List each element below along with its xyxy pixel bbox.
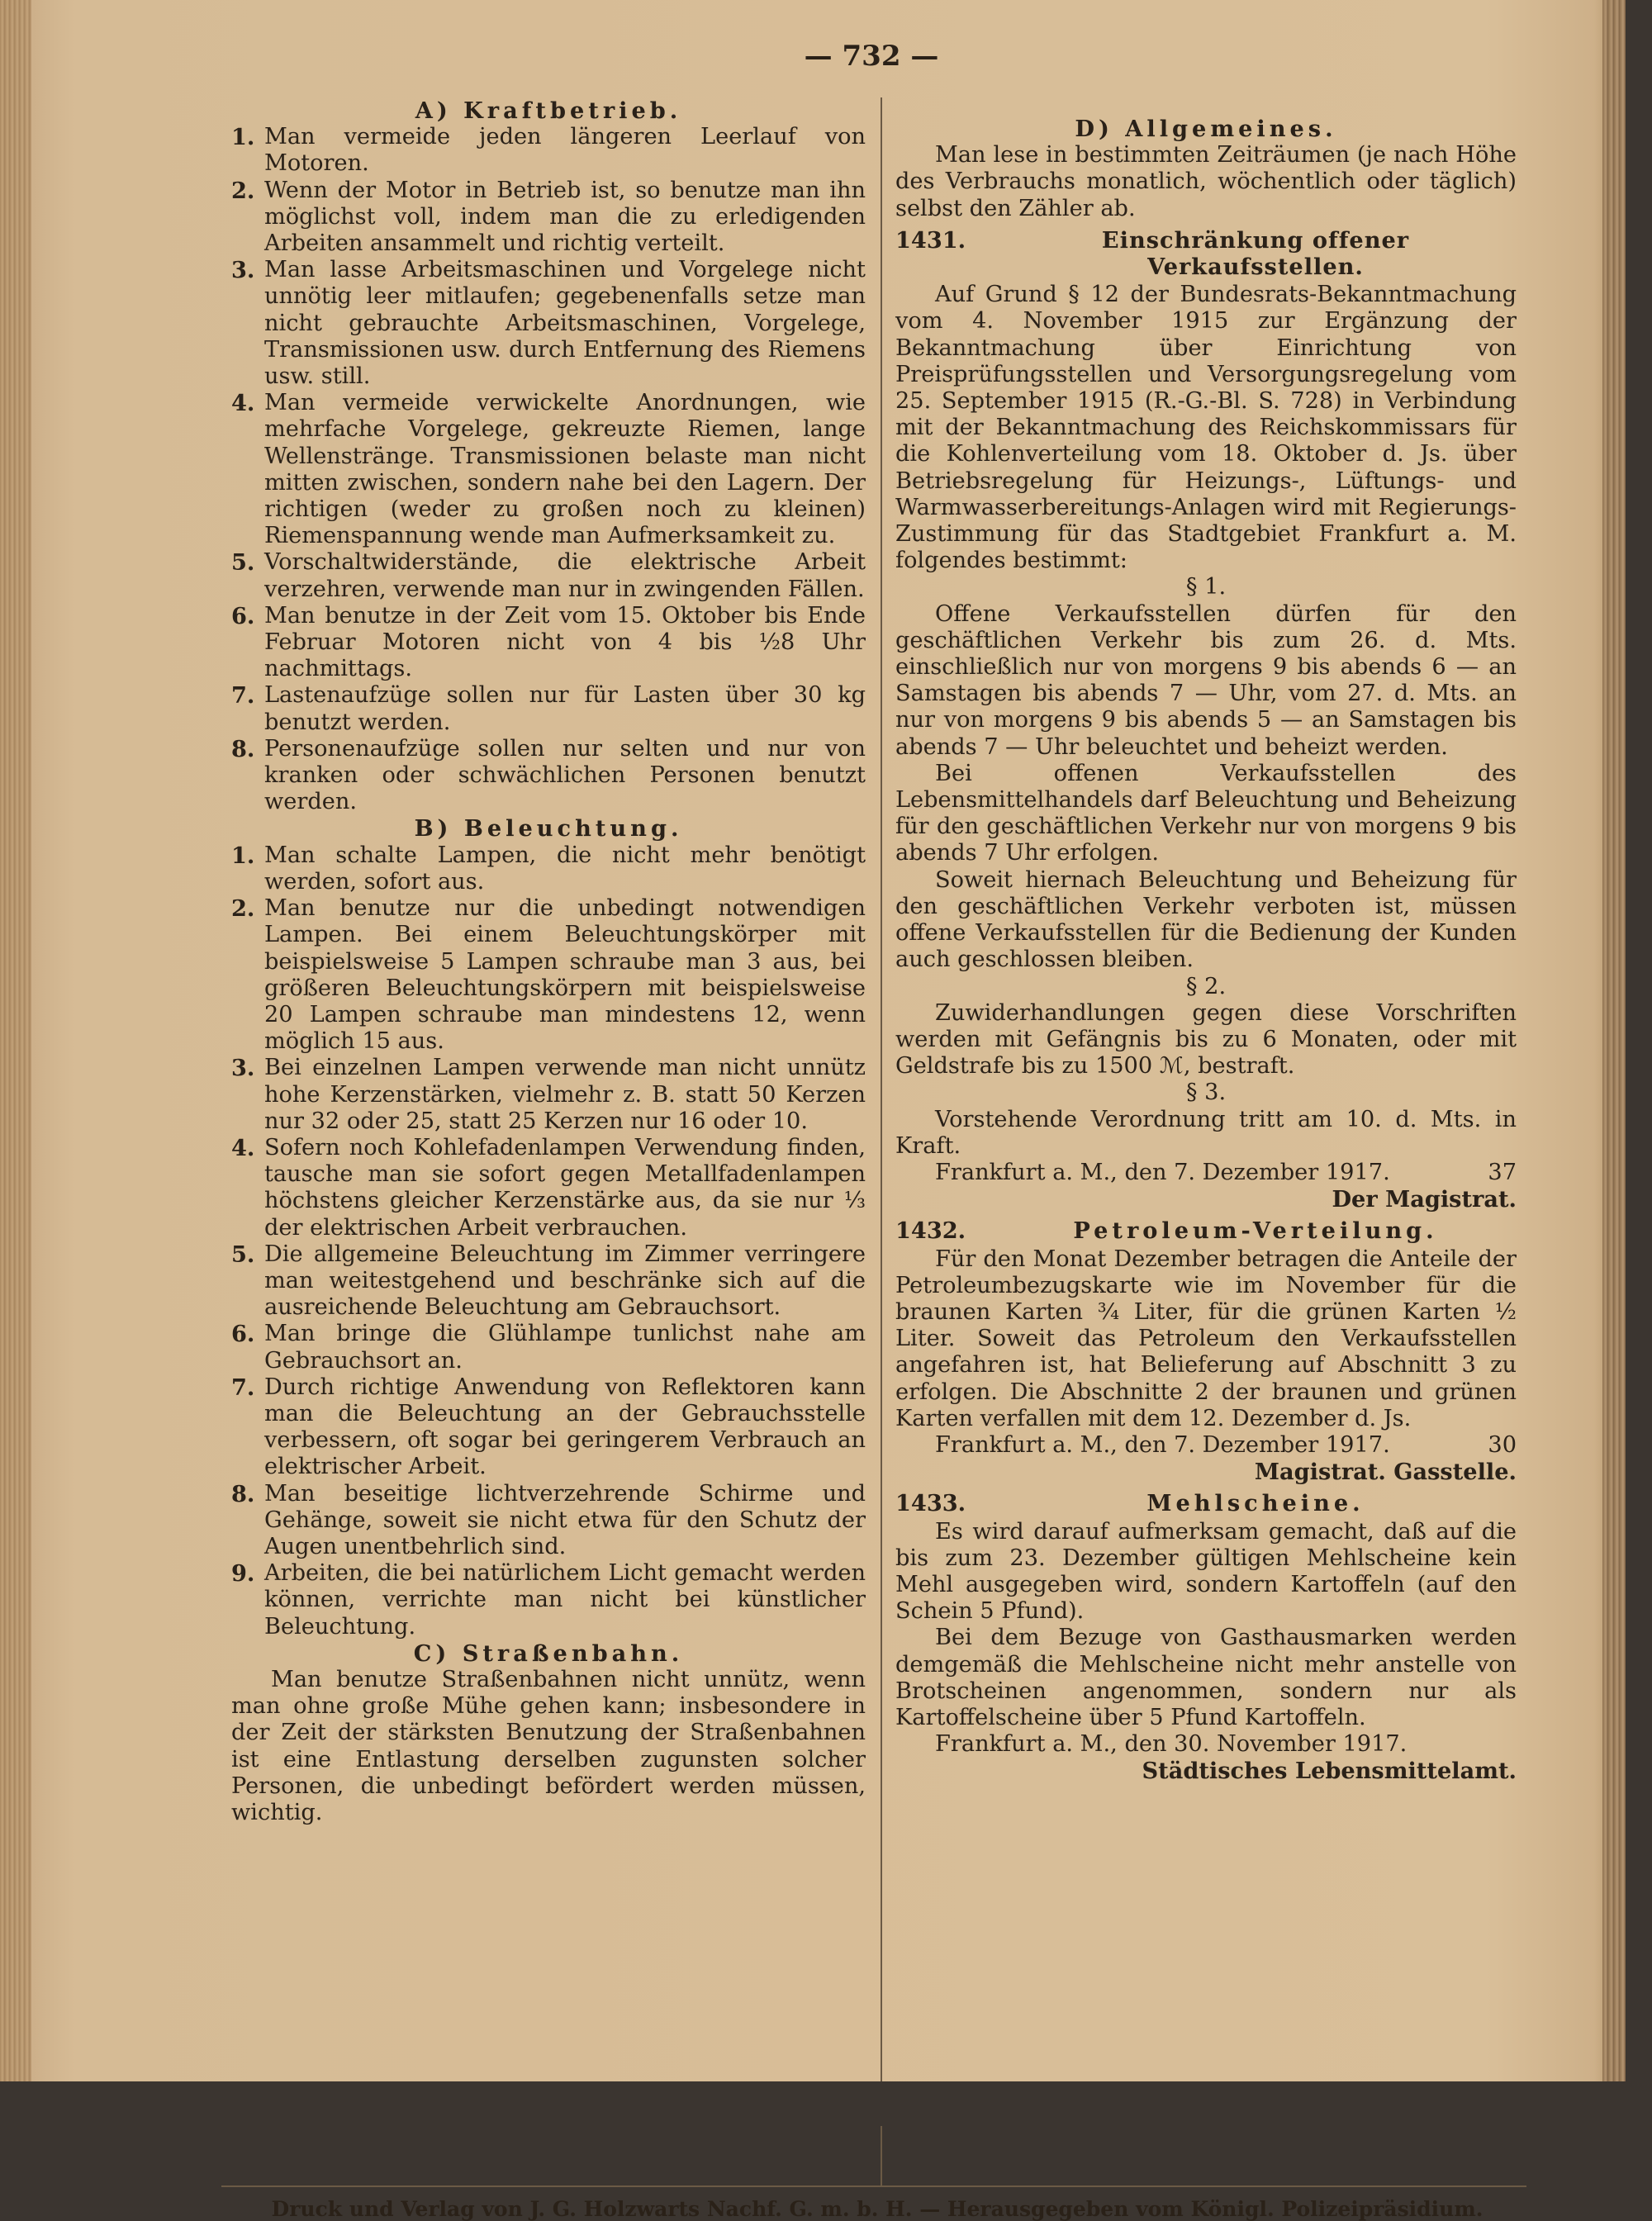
list-item <box>231 1055 866 1135</box>
item-text: Man vermeide verwickelte Anordnungen, wie mehrfache Vorgelege, gekreuzte Riemen, lange Wellenstränge. Transmissionen belaste man nicht mitten zwischen, sondern nahe bei den Lagern. Der richtigen (weder zu großen noch zu kleinen) Riemenspannung wende man Aufmerksamkeit zu. <box>264 390 866 549</box>
item-number: 4. <box>231 1134 255 1161</box>
paragraph: Bei dem Bezuge von Gasthausmarken werden demgemäß die Mehlscheine nicht mehr anstelle von Brotscheinen angenommen, sondern nur als Kartoffelscheine über 5 Pfund Kartoffeln. <box>895 1625 1517 1730</box>
notice-number: 1432. <box>895 1217 966 1245</box>
paragraph-number: § 3. <box>1185 1080 1227 1106</box>
notice-header <box>895 227 1517 280</box>
list-item <box>231 124 866 177</box>
notice-code: 37 <box>1488 1159 1517 1185</box>
list-item <box>231 736 866 816</box>
item-text: Wenn der Motor in Betrieb ist, so benutze man ihn möglichst voll, indem man die zu erledigenden Arbeiten ansammelt und richtig verteilt. <box>264 177 866 257</box>
place-date: Frankfurt a. M., den 30. November 1917. <box>935 1731 1408 1758</box>
paragraph: Man benutze Straßenbahnen nicht unnütz, wenn man ohne große Mühe gehen kann; insbesondere in der Zeit der stärksten Benutzung der Straßenbahnen ist eine Entlastung derselben zugunsten solcher Personen, die unbedingt befördert werden müssen, wichtig. <box>231 1666 866 1825</box>
paragraph-number: § 1. <box>1185 574 1227 600</box>
place-date: Frankfurt a. M., den 7. Dezember 1917. <box>935 1431 1390 1458</box>
section-b-list <box>231 842 866 1640</box>
paragraph: Es wird darauf aufmerksam gemacht, daß auf die bis zum 23. Dezember gültigen Mehlscheine kein Mehl ausgegeben wird, sondern Kartoffeln (auf den Schein 5 Pfund). <box>895 1518 1517 1625</box>
list-item <box>231 1241 866 1322</box>
list-item <box>231 257 866 390</box>
item-text: Man lasse Arbeitsmaschinen und Vorgelege nicht unnötig leer mitlaufen; gegebenenfalls setze man nicht gebrauchte Arbeitsmaschinen, Vorgelege, Transmissionen usw. durch Entfernung des Riemens usw. still. <box>264 257 866 390</box>
list-item <box>231 1560 866 1640</box>
paragraph: Soweit hiernach Beleuchtung und Beheizung für den geschäftlichen Verkehr verboten ist, müssen offene Verkaufsstellen für die Bedienung der Kunden auch geschlossen bleiben. <box>895 866 1517 973</box>
item-number: 2. <box>231 177 255 204</box>
list-item <box>231 178 866 258</box>
section-heading: D) Allgemeines. <box>1075 116 1337 142</box>
item-number: 2. <box>231 895 255 923</box>
item-text: Man schalte Lampen, die nicht mehr benötigt werden, sofort aus. <box>264 842 866 895</box>
imprint-footer: Druck und Verlag von J. G. Holzwarts Nachf. G. m. b. H. — Herausgegeben vom Königl. Polizeipräsidium. <box>271 2197 1483 2221</box>
scan-background <box>0 2081 1652 2126</box>
page-number: — 732 — <box>804 40 939 73</box>
list-item <box>231 549 866 602</box>
item-text: Man bringe die Glühlampe tunlichst nahe am Gebrauchsort an. <box>264 1321 866 1374</box>
notice-header <box>895 1490 1517 1516</box>
signature: Städtisches Lebensmittelamt. <box>1142 1758 1517 1785</box>
place-date: Frankfurt a. M., den 7. Dezember 1917. <box>935 1159 1390 1185</box>
left-column <box>231 97 866 1826</box>
section-heading: A) Kraftbetrieb. <box>415 97 682 124</box>
item-number: 9. <box>231 1560 255 1587</box>
paragraph: Vorstehende Verordnung tritt am 10. d. Mts. in Kraft. <box>895 1106 1517 1159</box>
item-text: Man benutze nur die unbedingt notwendigen Lampen. Bei einem Beleuchtungskörper mit beispielsweise 5 Lampen schraube man 3 aus, bei größeren Beleuchtungskörpern mit beispielsweise 20 Lampen schraube man mindestens 12, wenn möglich 15 aus. <box>264 895 866 1055</box>
item-text: Man vermeide jeden längeren Leerlauf von Motoren. <box>264 124 866 177</box>
notice-title: Mehlscheine. <box>1146 1490 1365 1517</box>
list-item <box>231 682 866 735</box>
place-date-line <box>895 1432 1517 1459</box>
notice-code: 30 <box>1488 1431 1517 1458</box>
notice-header <box>895 1217 1517 1244</box>
item-text: Sofern noch Kohlefadenlampen Verwendung finden, tausche man sie sofort gegen Metallfadenlampen höchstens gleicher Kerzenstärke aus, da sie nur ⅓ der elektrischen Arbeit verbrauchen. <box>264 1134 866 1241</box>
paragraph-number: § 2. <box>1185 973 1227 999</box>
paragraph: Bei offenen Verkaufsstellen des Lebensmittelhandels darf Beleuchtung und Beheizung für den geschäftlichen Verkehr nur von morgens 9 bis abends 7 Uhr erfolgen. <box>895 760 1517 866</box>
item-text: Durch richtige Anwendung von Reflektoren kann man die Beleuchtung an der Gebrauchsstelle verbessern, oft sogar bei geringerem Verbrauch an elektrischer Arbeit. <box>264 1374 866 1480</box>
page-edge-left <box>0 0 31 2126</box>
paragraph: Offene Verkaufsstellen dürfen für den geschäftlichen Verkehr bis zum 26. d. Mts. einschließlich nur von morgens 9 bis abends 6 — an Samstagen bis abends 7 — Uhr, vom 27. d. Mts. an nur von morgens 9 bis abends 5 — an Samstagen bis abends 7 — Uhr beleuchtet und beheizt werden. <box>895 600 1517 760</box>
item-number: 5. <box>231 1241 255 1268</box>
notice-number: 1431. <box>895 226 966 254</box>
item-text: Die allgemeine Beleuchtung im Zimmer verringere man weitestgehend und beschränke sich auf die ausreichende Beleuchtung am Gebrauchsort. <box>264 1241 866 1321</box>
notice-title: Einschränkung offener Verkaufsstellen. <box>1101 226 1410 281</box>
place-date-line <box>895 1160 1517 1186</box>
item-number: 7. <box>231 682 255 709</box>
footer-rule <box>221 2185 1526 2187</box>
item-number: 7. <box>231 1374 255 1401</box>
item-text: Arbeiten, die bei natürlichem Licht gemacht werden können, verrichte man nicht bei künstlicher Beleuchtung. <box>264 1560 866 1640</box>
paragraph: Man lese in bestimmten Zeiträumen (je nach Höhe des Verbrauchs monatlich, wöchentlich oder täglich) selbst den Zähler ab. <box>895 142 1517 221</box>
section-heading: B) Beleuchtung. <box>414 815 683 842</box>
item-number: 8. <box>231 1480 255 1507</box>
item-text: Lastenaufzüge sollen nur für Lasten über 30 kg benutzt werden. <box>264 682 866 735</box>
item-text: Man beseitige lichtverzehrende Schirme und Gehänge, soweit sie nicht etwa für den Schutz der Augen unentbehrlich sind. <box>264 1480 866 1559</box>
item-number: 1. <box>231 842 255 869</box>
item-text: Man benutze in der Zeit vom 15. Oktober bis Ende Februar Motoren nicht von 4 bis ½8 Uhr nachmittags. <box>264 602 866 682</box>
notice-number: 1433. <box>895 1490 966 1517</box>
signature: Magistrat. Gasstelle. <box>1254 1459 1517 1486</box>
list-item <box>231 1321 866 1374</box>
item-text: Vorschaltwiderstände, die elektrische Arbeit verzehren, verwende man nur in zwingenden Fällen. <box>264 549 866 602</box>
item-number: 3. <box>231 257 255 284</box>
item-number: 8. <box>231 735 255 762</box>
paragraph: Zuwiderhandlungen gegen diese Vorschriften werden mit Gefängnis bis zu 6 Monaten, oder mit Geldstrafe bis zu 1500 ℳ, bestraft. <box>895 999 1517 1080</box>
list-item <box>231 603 866 683</box>
item-number: 4. <box>231 390 255 417</box>
section-a-list <box>231 124 866 815</box>
list-item <box>231 1374 866 1481</box>
signature: Der Magistrat. <box>1332 1186 1517 1213</box>
item-number: 6. <box>231 1321 255 1348</box>
right-column <box>895 116 1517 1785</box>
list-item <box>231 1135 866 1241</box>
paragraph: Für den Monat Dezember betragen die Anteile der Petroleumbezugskarte wie im November für die braunen Karten ¾ Liter, für die grünen Karten ½ Liter. Soweit das Petroleum den Verkaufsstellen angefahren ist, hat Belieferung auf Abschnitt 3 zu erfolgen. Die Abschnitte 2 der braunen und grünen Karten verfallen mit dem 12. Dezember d. Js. <box>895 1246 1517 1431</box>
item-number: 5. <box>231 549 255 577</box>
notice-title: Petroleum-Verteilung. <box>1073 1217 1438 1245</box>
item-text: Personenaufzüge sollen nur selten und nur von kranken oder schwächlichen Personen benutzt werden. <box>264 735 866 815</box>
list-item <box>231 895 866 1055</box>
paragraph: Auf Grund § 12 der Bundesrats-Bekanntmachung vom 4. November 1915 zur Ergänzung der Bekanntmachung über Einrichtung von Preisprüfungsstellen und Versorgungsregelung vom 25. September 1915 (R.-G.-Bl. S. 728) in Verbindung mit der Bekanntmachung des Reichskommissars für die Kohlenverteilung vom 18. Oktober d. Js. über Betriebsregelung für Heizungs-, Lüftungs- und Warmwasserbereitungs-Anlagen wird mit Regierungs-Zustimmung für das Stadtgebiet Frankfurt a. M. folgendes bestimmt: <box>895 282 1517 574</box>
item-number: 3. <box>231 1055 255 1082</box>
column-divider <box>881 97 882 2187</box>
item-text: Bei einzelnen Lampen verwende man nicht unnütz hohe Kerzenstärken, vielmehr z. B. statt 50 Kerzen nur 32 oder 25, statt 25 Kerzen nur 16 oder 10. <box>264 1055 866 1134</box>
item-number: 1. <box>231 124 255 151</box>
list-item <box>231 390 866 549</box>
list-item <box>231 1481 866 1561</box>
item-number: 6. <box>231 602 255 629</box>
page-edge-right <box>1602 0 1626 2126</box>
list-item <box>231 842 866 895</box>
section-heading: C) Straßenbahn. <box>413 1640 684 1667</box>
